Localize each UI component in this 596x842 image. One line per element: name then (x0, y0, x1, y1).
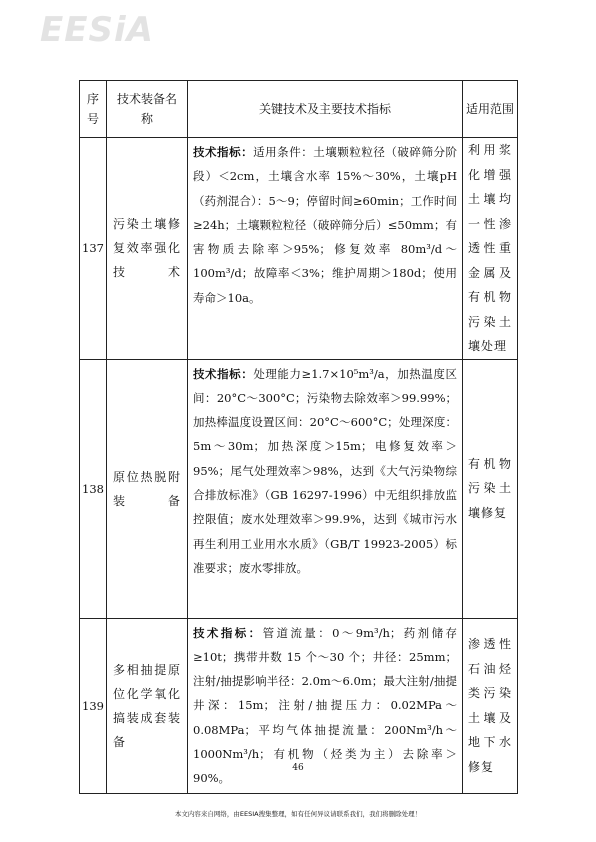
header-index: 序号 (80, 81, 107, 138)
row-index: 137 (80, 138, 107, 360)
row-name: 多相抽提原位化学氧化搞装成套装备 (107, 618, 188, 793)
table-header-row (80, 81, 518, 138)
indicator-text: 处理能力≥1.7×10⁵m³/a，加热温度区间：20°C～300°C；污染物去除效率＞99.99%；加热棒温度设置区间：20°C～600°C；处理深度：5m～30m；加热深度＞15m；电修复效率＞95%；尾气处理效率＞98%，达到《大气污染物综合排放标准》（GB 16297-1996）中无组织排放监控限值；废水处理效率＞99.9%，达到《城市污水再生利用工业用水水质》（GB/T 19923-2005）标准要求；废水零排放。 (193, 366, 457, 575)
indicator-text: 管道流量：0～9m³/h；药剂储存≥10t；携带井数 15 个～30 个；井径：25mm；注射/抽提影响半径：2.0m～6.0m；最大注射/抽提井深：15m；注射/抽提压力：0.02MPa～0.08MPa；平均气体抽提流量：200Nm³/h～1000Nm³/h；有机物（烃类为主）去除率＞90%。 (193, 625, 458, 786)
header-indicators: 关键技术及主要技术指标 (188, 81, 463, 138)
row-name: 原位热脱附装备 (107, 359, 188, 618)
row-indicators (188, 138, 463, 360)
equipment-table (79, 80, 518, 794)
indicator-text: 适用条件：土壤颗粒粒径（破碎筛分阶段）＜2cm，土壤含水率 15%～30%，土壤pH（药剂混合）：5～9；停留时间≥60min；工作时间≥24h；土壤颗粒粒径（破碎筛分后）≤50mm；有害物质去除率＞95%；修复效率 80m³/d～100m³/d；故障率＜3%；维护周期＞180d；使用寿命＞10a。 (193, 145, 458, 305)
header-scope: 适用范围 (463, 81, 518, 138)
indicator-label: 技术指标： (193, 625, 263, 640)
header-name: 技术装备名称 (107, 81, 188, 138)
indicator-label: 技术指标： (193, 366, 254, 381)
table-row (80, 359, 518, 618)
row-name: 污染土壤修复效率强化技术 (107, 138, 188, 360)
footer-disclaimer: 本文内容来自网络，由EESIA搜集整理，如有任何异议请联系我们，我们将删除处理！ (174, 810, 422, 818)
row-scope: 利用浆化增强土壤均一性渗透性重金属及有机物污染土壤处理 (463, 138, 518, 360)
page-number: 46 (292, 763, 304, 773)
row-scope: 有机物污染土壤修复 (463, 359, 518, 618)
row-scope: 渗透性石油烃类污染土壤及地下水修复 (463, 618, 518, 793)
row-index: 139 (80, 618, 107, 793)
row-indicators (188, 359, 463, 618)
indicator-label: 技术指标： (193, 145, 254, 159)
table-row (80, 138, 518, 360)
eesia-logo: EESiA (40, 10, 154, 50)
row-index: 138 (80, 359, 107, 618)
